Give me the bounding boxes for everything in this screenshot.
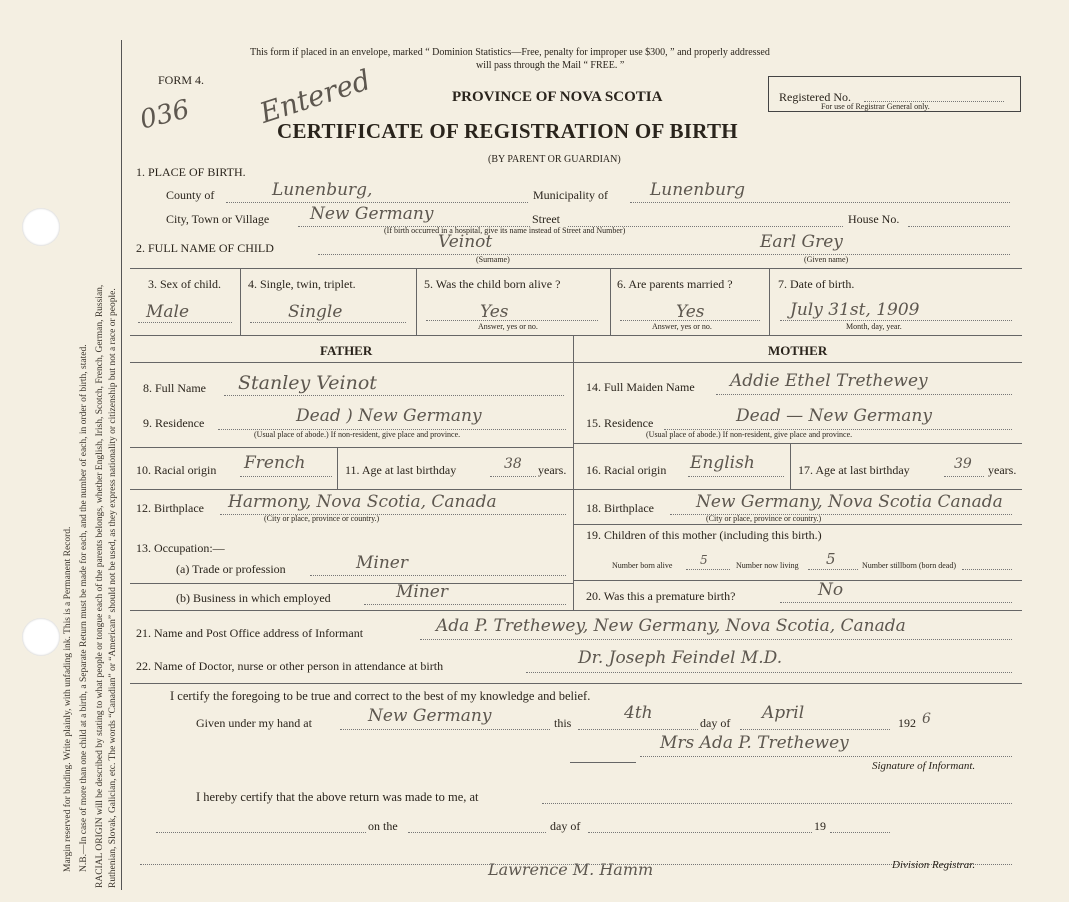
now-living-count-label: Number now living — [736, 561, 799, 570]
doctor-label: 22. Name of Doctor, nurse or other person in attendance at birth — [136, 659, 444, 673]
month-value: April — [762, 703, 805, 723]
day-value: 4th — [624, 703, 653, 723]
mother-residence-value: Dead — New Germany — [736, 406, 932, 426]
children-of-mother-label: 19. Children of this mother (including this birth.) — [586, 528, 822, 542]
mother-residence-caption: (Usual place of abode.) If non-resident, give place and province. — [646, 430, 853, 439]
given-place-value: New Germany — [368, 706, 492, 726]
date-of-birth-label: 7. Date of birth. — [778, 277, 855, 291]
doctor-value: Dr. Joseph Feindel M.D. — [578, 648, 783, 668]
mother-birthplace-value: New Germany, Nova Scotia Canada — [696, 492, 1003, 512]
trade-label: (a) Trade or profession — [176, 562, 286, 576]
city-value: New Germany — [310, 204, 434, 224]
registrar-use-note: For use of Registrar General only. — [821, 102, 930, 111]
hospital-note: (If birth occurred in a hospital, give its name instead of Street and Number) — [384, 226, 626, 235]
parents-married-value: Yes — [676, 302, 705, 322]
single-twin-label: 4. Single, twin, triplet. — [248, 277, 356, 291]
province-heading: PROVINCE OF NOVA SCOTIA — [452, 89, 663, 105]
county-label: County of — [166, 188, 215, 202]
father-age-label: 11. Age at last birthday — [345, 463, 457, 477]
father-residence-caption: (Usual place of abode.) If non-resident, give place and province. — [254, 430, 461, 439]
municipality-value: Lunenburg — [650, 180, 746, 200]
county-value: Lunenburg, — [272, 180, 373, 200]
mother-age-label: 17. Age at last birthday — [798, 463, 910, 477]
registrar-signature: Lawrence M. Hamm — [488, 860, 654, 879]
division-registrar-label: Division Registrar. — [892, 859, 976, 871]
father-age-unit: years. — [538, 463, 567, 477]
father-birthplace-caption: (City or place, province or country.) — [264, 514, 380, 523]
sex-value: Male — [146, 302, 190, 322]
mother-age-unit: years. — [988, 463, 1017, 477]
mother-birthplace-caption: (City or place, province or country.) — [706, 514, 822, 523]
certificate-title: CERTIFICATE OF REGISTRATION OF BIRTH — [277, 119, 738, 143]
informant-signature: Mrs Ada P. Trethewey — [660, 733, 849, 753]
house-no-label: House No. — [848, 212, 900, 226]
stillborn-count-label: Number stillborn (born dead) — [862, 561, 956, 570]
city-label: City, Town or Village — [166, 212, 270, 226]
margin-note-racial-origin-1: RACIAL ORIGIN will be described by stating to what people or tongue each of the parents belongs, whether English, Irish, Scotch, French, German, Russian, — [95, 284, 105, 888]
business-value: Miner — [396, 582, 448, 602]
child-surname-value: Veinot — [438, 232, 493, 252]
punch-hole-top — [22, 208, 60, 246]
mother-residence-label: 15. Residence — [586, 416, 654, 430]
child-name-label: 2. FULL NAME OF CHILD — [136, 241, 274, 255]
single-twin-value: Single — [288, 302, 343, 322]
punch-hole-bottom — [22, 618, 60, 656]
father-residence-value: Dead ) New Germany — [296, 406, 482, 426]
municipality-label: Municipality of — [533, 188, 608, 202]
father-residence-label: 9. Residence — [143, 416, 205, 430]
registered-number-box — [768, 76, 1021, 112]
father-heading: FATHER — [320, 343, 373, 358]
father-racial-origin-label: 10. Racial origin — [136, 463, 217, 477]
file-number-handwritten: 036 — [137, 94, 193, 136]
child-given-name-value: Earl Grey — [760, 232, 843, 252]
date-of-birth-caption: Month, day, year. — [846, 322, 902, 331]
margin-note-binding: Margin reserved for binding. Write plainly, with unfading ink. This is a Permanent Record. — [63, 526, 73, 872]
sex-label: 3. Sex of child. — [148, 277, 221, 291]
trade-value: Miner — [356, 553, 408, 573]
born-alive-caption: Answer, yes or no. — [478, 322, 538, 331]
father-birthplace-label: 12. Birthplace — [136, 501, 204, 515]
occupation-label: 13. Occupation:— — [136, 541, 225, 555]
registered-no-label: Registered No. — [779, 90, 851, 104]
mother-racial-origin-label: 16. Racial origin — [586, 463, 667, 477]
mother-name-label: 14. Full Maiden Name — [586, 380, 695, 394]
premature-birth-label: 20. Was this a premature birth? — [586, 589, 736, 603]
father-name-value: Stanley Veinot — [238, 372, 377, 394]
born-alive-count-label: Number born alive — [612, 561, 673, 570]
mother-age-value: 39 — [954, 456, 972, 472]
informant-value: Ada P. Trethewey, New Germany, Nova Scotia, Canada — [436, 616, 906, 636]
father-name-label: 8. Full Name — [143, 381, 206, 395]
registrar-day-of-label: day of — [550, 819, 581, 833]
born-alive-label: 5. Was the child born alive ? — [424, 277, 561, 291]
place-of-birth-heading: 1. PLACE OF BIRTH. — [136, 165, 246, 179]
informant-label: 21. Name and Post Office address of Informant — [136, 626, 364, 640]
signature-of-informant-label: Signature of Informant. — [872, 760, 976, 772]
this-label: this — [554, 716, 572, 730]
street-label: Street — [532, 212, 560, 226]
registrar-statement: I hereby certify that the above return was made to me, at — [196, 790, 479, 804]
given-under-hand-label: Given under my hand at — [196, 716, 312, 730]
entered-stamp-handwritten: Entered — [255, 63, 375, 130]
margin-note-racial-origin-2: Ruthenian, Slovak, Galician, etc. The words “Canadian” or “American” should not be used, as they express nationality or citizenship but not a race or people. — [108, 288, 118, 888]
year-prefix: 192 — [898, 716, 916, 730]
born-alive-count-value: 5 — [700, 553, 708, 567]
certificate-subtitle: (BY PARENT OR GUARDIAN) — [488, 154, 621, 165]
given-name-caption: (Given name) — [804, 255, 849, 264]
registrar-year-label: 19 — [814, 819, 826, 833]
margin-note-multiple-births: N.B.—In case of more than one child at a birth, a Separate Return must be made for each, and the number of each, in order of birth, stated. — [79, 344, 89, 872]
father-birthplace-value: Harmony, Nova Scotia, Canada — [228, 492, 497, 512]
mother-birthplace-label: 18. Birthplace — [586, 501, 654, 515]
parents-married-caption: Answer, yes or no. — [652, 322, 712, 331]
surname-caption: (Surname) — [476, 255, 510, 264]
mother-name-value: Addie Ethel Trethewey — [730, 371, 928, 391]
day-of-label: day of — [700, 716, 731, 730]
on-the-label: on the — [368, 819, 398, 833]
postage-note-line-2: will pass through the Mail “ FREE. ” — [476, 60, 625, 71]
parents-married-label: 6. Are parents married ? — [617, 277, 733, 291]
form-number: FORM 4. — [158, 73, 205, 87]
premature-birth-value: No — [818, 580, 844, 600]
mother-heading: MOTHER — [768, 343, 828, 358]
now-living-count-value: 5 — [826, 550, 836, 568]
business-label: (b) Business in which employed — [176, 591, 331, 605]
mother-racial-origin-value: English — [690, 453, 755, 473]
certification-statement: I certify the foregoing to be true and correct to the best of my knowledge and belief. — [170, 689, 591, 703]
date-of-birth-value: July 31st, 1909 — [790, 300, 920, 320]
father-racial-origin-value: French — [244, 453, 306, 473]
postage-note-line-1: This form if placed in an envelope, marked “ Dominion Statistics—Free, penalty for improper use $300, ” and properly addressed — [250, 47, 770, 58]
born-alive-value: Yes — [480, 302, 509, 322]
father-age-value: 38 — [504, 456, 522, 472]
year-suffix-value: 6 — [922, 711, 931, 727]
